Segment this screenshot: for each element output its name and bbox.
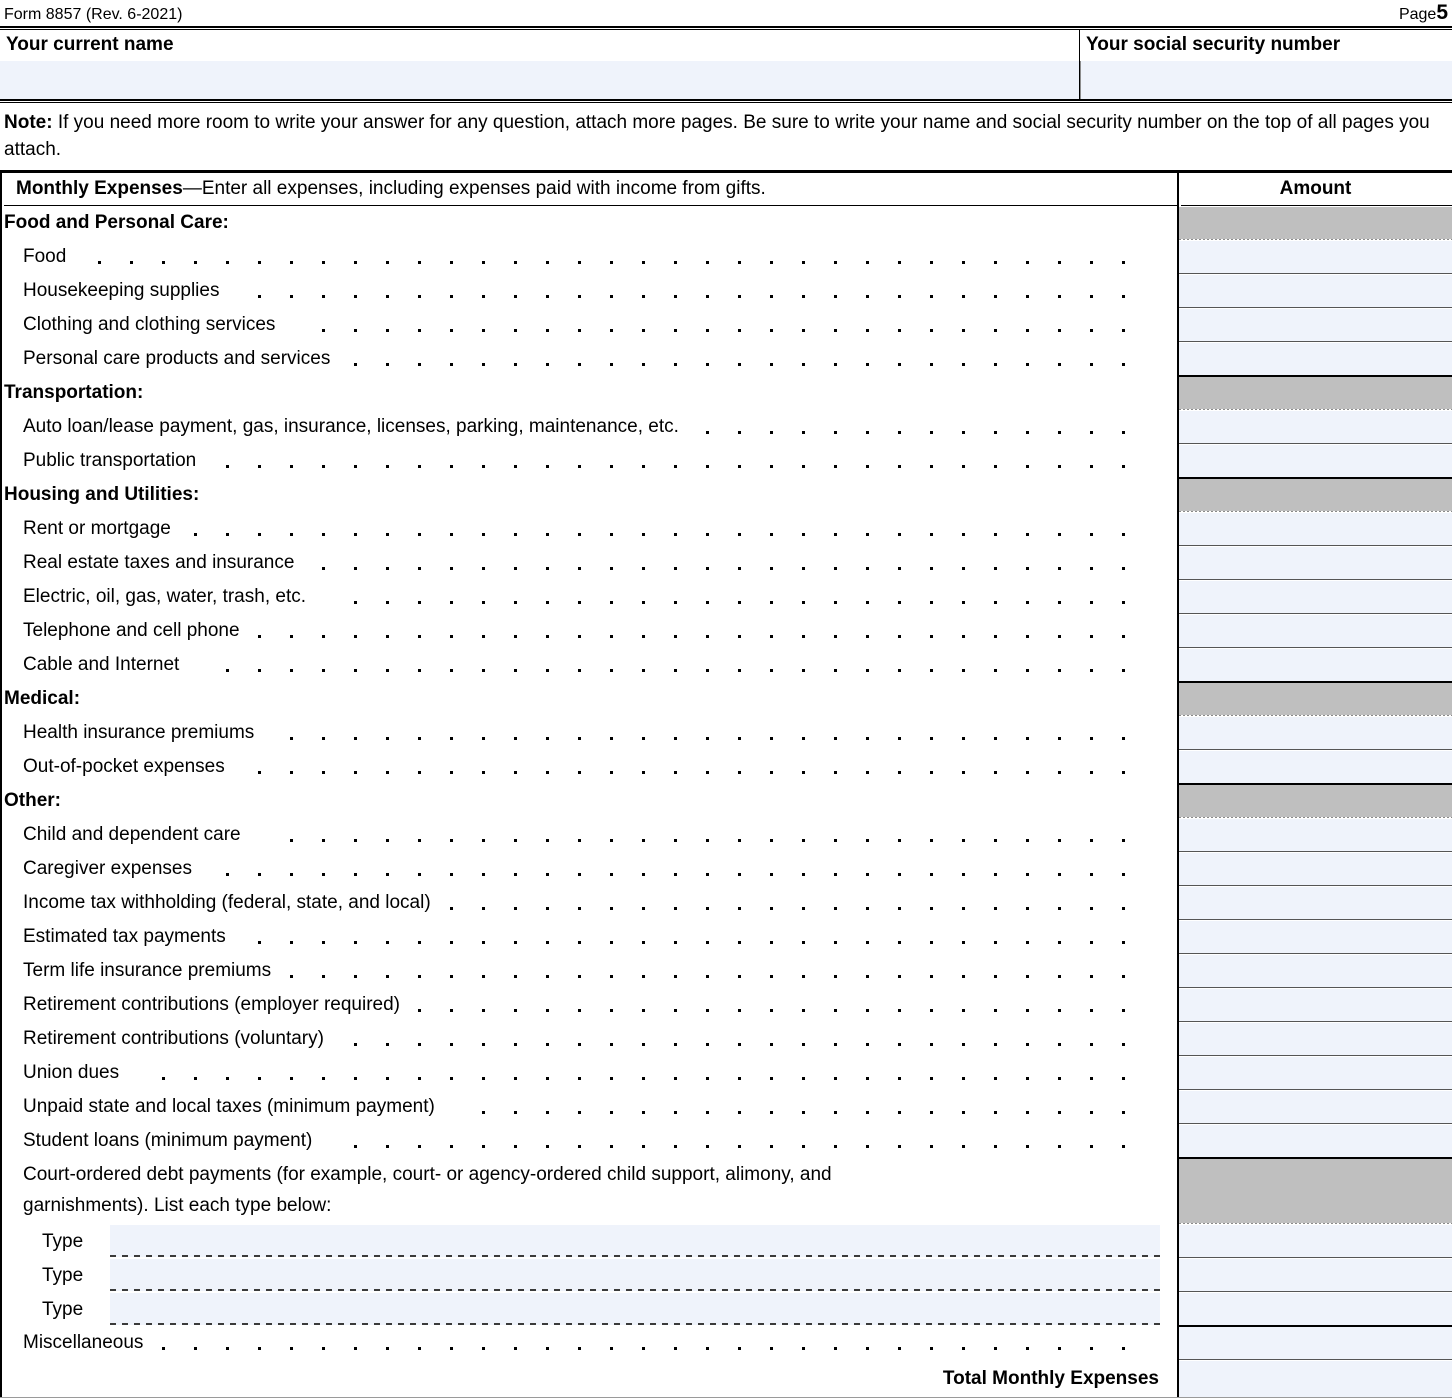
expense-item-row bbox=[0, 751, 1452, 783]
expense-item-row bbox=[0, 819, 1452, 851]
separator-line bbox=[1179, 817, 1452, 818]
item-label: Electric, oil, gas, water, trash, etc. bbox=[2, 581, 312, 613]
miscellaneous-label: Miscellaneous bbox=[2, 1327, 149, 1359]
current-name-cell bbox=[0, 30, 1080, 99]
miscellaneous-row bbox=[0, 1327, 1452, 1359]
item-label-cell bbox=[0, 241, 1177, 273]
total-label-cell bbox=[0, 1361, 1177, 1397]
item-label-cell bbox=[0, 819, 1177, 851]
expense-category-row bbox=[0, 479, 1452, 511]
table-header-left bbox=[0, 173, 1177, 207]
separator-line bbox=[1179, 1257, 1452, 1258]
category-label-cell bbox=[0, 479, 1177, 511]
item-label: Unpaid state and local taxes (minimum payment) bbox=[2, 1091, 441, 1123]
expense-item-row bbox=[0, 581, 1452, 613]
item-amount-input[interactable] bbox=[1177, 581, 1452, 613]
type-underline bbox=[110, 1323, 1160, 1325]
current-name-input[interactable] bbox=[0, 61, 1079, 99]
item-amount-input[interactable] bbox=[1177, 309, 1452, 341]
court-ordered-type-row bbox=[0, 1293, 1452, 1325]
court-ordered-line-1: Court-ordered debt payments (for example, court- or agency-ordered child support, alimony, and bbox=[23, 1164, 832, 1185]
item-amount-input[interactable] bbox=[1177, 445, 1452, 477]
ssn-cell bbox=[1080, 30, 1452, 99]
item-amount-input[interactable] bbox=[1177, 717, 1452, 749]
total-amount-input[interactable] bbox=[1177, 1361, 1452, 1397]
item-amount-input[interactable] bbox=[1177, 921, 1452, 953]
item-label: Personal care products and services bbox=[2, 343, 336, 375]
category-heading: Transportation: bbox=[4, 382, 144, 403]
item-label: Student loans (minimum payment) bbox=[2, 1125, 318, 1157]
item-amount-input[interactable] bbox=[1177, 275, 1452, 307]
current-name-label: Your current name bbox=[6, 34, 174, 55]
item-label-cell bbox=[0, 309, 1177, 341]
item-label: Telephone and cell phone bbox=[2, 615, 246, 647]
category-amount-blocked bbox=[1177, 479, 1452, 511]
expense-item-row bbox=[0, 513, 1452, 545]
item-label-cell bbox=[0, 343, 1177, 375]
item-label: Income tax withholding (federal, state, and local) bbox=[2, 887, 437, 919]
separator-line bbox=[1179, 341, 1452, 342]
expense-item-row bbox=[0, 921, 1452, 953]
type-label-cell bbox=[0, 1225, 1177, 1257]
item-amount-input[interactable] bbox=[1177, 1125, 1452, 1157]
item-label: Out-of-pocket expenses bbox=[2, 751, 231, 783]
separator-line bbox=[1179, 919, 1452, 920]
item-label-cell bbox=[0, 445, 1177, 477]
form-header-line bbox=[0, 0, 1452, 26]
table-header-row bbox=[0, 173, 1452, 207]
court-ordered-type-row bbox=[0, 1225, 1452, 1257]
item-label: Health insurance premiums bbox=[2, 717, 260, 749]
separator-line bbox=[1179, 443, 1452, 444]
page-number: 5 bbox=[1436, 1, 1448, 24]
dot-leader bbox=[2, 1327, 1177, 1359]
item-label-cell bbox=[0, 615, 1177, 647]
item-amount-input[interactable] bbox=[1177, 955, 1452, 987]
item-label-cell bbox=[0, 887, 1177, 919]
expense-item-row bbox=[0, 241, 1452, 273]
item-label-cell bbox=[0, 547, 1177, 579]
page-indicator bbox=[1399, 2, 1448, 26]
item-label-cell bbox=[0, 751, 1177, 783]
category-label-cell bbox=[0, 785, 1177, 817]
court-ordered-text bbox=[2, 1159, 1177, 1221]
type-label-cell bbox=[0, 1293, 1177, 1325]
category-heading: Housing and Utilities: bbox=[4, 484, 200, 505]
type-label: Type bbox=[42, 1265, 84, 1286]
category-label-cell bbox=[0, 207, 1177, 239]
expense-item-row bbox=[0, 445, 1452, 477]
separator-line bbox=[1179, 1089, 1452, 1090]
expense-item-row bbox=[0, 275, 1452, 307]
item-label-cell bbox=[0, 275, 1177, 307]
expense-category-row bbox=[0, 785, 1452, 817]
separator-line bbox=[1179, 545, 1452, 546]
type-text-input[interactable] bbox=[110, 1259, 1160, 1291]
item-label-cell bbox=[0, 411, 1177, 443]
expense-item-row bbox=[0, 989, 1452, 1021]
separator-line bbox=[1179, 715, 1452, 716]
item-label: Public transportation bbox=[2, 445, 202, 477]
item-label-cell bbox=[0, 649, 1177, 681]
identity-block bbox=[0, 30, 1452, 99]
court-ordered-type-row bbox=[0, 1259, 1452, 1291]
separator-line bbox=[1179, 1223, 1452, 1224]
separator-line bbox=[1179, 1055, 1452, 1056]
expense-item-row bbox=[0, 853, 1452, 885]
miscellaneous-amount-input[interactable] bbox=[1177, 1327, 1452, 1359]
expense-category-row bbox=[0, 683, 1452, 715]
item-label: Union dues bbox=[2, 1057, 125, 1089]
type-label: Type bbox=[42, 1299, 84, 1320]
item-label: Estimated tax payments bbox=[2, 921, 232, 953]
type-text-input[interactable] bbox=[110, 1225, 1160, 1257]
court-ordered-line-2: garnishments). List each type below: bbox=[23, 1195, 332, 1216]
item-label: Auto loan/lease payment, gas, insurance, licenses, parking, maintenance, etc. bbox=[2, 411, 685, 443]
item-label-cell bbox=[0, 921, 1177, 953]
item-amount-input[interactable] bbox=[1177, 1023, 1452, 1055]
category-label-cell bbox=[0, 377, 1177, 409]
item-label: Clothing and clothing services bbox=[2, 309, 281, 341]
category-heading: Medical: bbox=[4, 688, 81, 709]
amount-column-header: Amount bbox=[1279, 178, 1352, 199]
note-body: If you need more room to write your answer for any question, attach more pages. Be sure to write your name and social security number on the top of all pages you attach. bbox=[4, 112, 1430, 160]
type-text-input[interactable] bbox=[110, 1293, 1160, 1325]
item-label: Child and dependent care bbox=[2, 819, 247, 851]
item-amount-input[interactable] bbox=[1177, 343, 1452, 375]
item-label-cell bbox=[0, 853, 1177, 885]
form-id-label: Form 8857 (Rev. 6-2021) bbox=[4, 6, 183, 23]
table-header-right bbox=[1177, 173, 1452, 207]
item-label: Real estate taxes and insurance bbox=[2, 547, 300, 579]
miscellaneous-label-cell bbox=[0, 1327, 1177, 1359]
separator-line bbox=[1179, 273, 1452, 274]
item-amount-input[interactable] bbox=[1177, 547, 1452, 579]
expense-item-row bbox=[0, 309, 1452, 341]
category-amount-blocked bbox=[1177, 207, 1452, 239]
separator-line bbox=[1179, 579, 1452, 580]
expense-item-row bbox=[0, 615, 1452, 647]
note-prefix: Note: bbox=[4, 112, 53, 133]
monthly-expenses-title-bold: Monthly Expenses bbox=[16, 178, 183, 199]
separator-line bbox=[1179, 885, 1452, 886]
title-underline bbox=[4, 205, 1177, 206]
item-amount-input[interactable] bbox=[1177, 1057, 1452, 1089]
separator-line bbox=[1179, 1123, 1452, 1124]
court-ordered-debt-row bbox=[0, 1159, 1452, 1223]
total-monthly-expenses-row bbox=[0, 1361, 1452, 1397]
table-body bbox=[0, 207, 1452, 1397]
separator-line bbox=[1179, 953, 1452, 954]
separator-line bbox=[1179, 511, 1452, 512]
item-amount-input[interactable] bbox=[1177, 887, 1452, 919]
item-label: Food bbox=[2, 241, 72, 273]
expense-item-row bbox=[0, 411, 1452, 443]
separator-line bbox=[1179, 1291, 1452, 1292]
amount-underline bbox=[1181, 205, 1452, 206]
expense-item-row bbox=[0, 717, 1452, 749]
type-label-cell bbox=[0, 1259, 1177, 1291]
expense-item-row bbox=[0, 1091, 1452, 1123]
item-amount-input[interactable] bbox=[1177, 649, 1452, 681]
expense-item-row bbox=[0, 1057, 1452, 1089]
expense-category-row bbox=[0, 207, 1452, 239]
separator-line bbox=[1179, 851, 1452, 852]
type-underline bbox=[110, 1289, 1160, 1291]
court-ordered-label-cell bbox=[0, 1159, 1177, 1223]
expense-item-row bbox=[0, 887, 1452, 919]
item-label-cell bbox=[0, 1057, 1177, 1089]
type-amount-input[interactable] bbox=[1177, 1293, 1452, 1325]
item-label-cell bbox=[0, 717, 1177, 749]
item-label: Retirement contributions (employer required) bbox=[2, 989, 406, 1021]
item-amount-input[interactable] bbox=[1177, 513, 1452, 545]
ssn-label: Your social security number bbox=[1086, 34, 1341, 55]
category-amount-blocked bbox=[1177, 377, 1452, 409]
separator-line bbox=[1179, 409, 1452, 410]
category-heading: Food and Personal Care: bbox=[4, 212, 229, 233]
separator-line bbox=[1179, 307, 1452, 308]
type-underline bbox=[110, 1255, 1160, 1257]
expense-item-row bbox=[0, 649, 1452, 681]
item-label: Rent or mortgage bbox=[2, 513, 177, 545]
item-amount-input[interactable] bbox=[1177, 615, 1452, 647]
item-label-cell bbox=[0, 581, 1177, 613]
ssn-input[interactable] bbox=[1080, 61, 1452, 99]
expense-item-row bbox=[0, 1125, 1452, 1157]
item-amount-input[interactable] bbox=[1177, 853, 1452, 885]
item-amount-input[interactable] bbox=[1177, 1091, 1452, 1123]
category-heading: Other: bbox=[4, 790, 61, 811]
monthly-expenses-table bbox=[0, 170, 1452, 1398]
separator-line bbox=[1179, 749, 1452, 750]
expense-category-row bbox=[0, 377, 1452, 409]
item-amount-input[interactable] bbox=[1177, 241, 1452, 273]
separator-line bbox=[1179, 239, 1452, 240]
item-label: Term life insurance premiums bbox=[2, 955, 277, 987]
item-label-cell bbox=[0, 1023, 1177, 1055]
type-amount-input[interactable] bbox=[1177, 1225, 1452, 1257]
expense-item-row bbox=[0, 955, 1452, 987]
separator-line bbox=[1179, 613, 1452, 614]
item-amount-input[interactable] bbox=[1177, 411, 1452, 443]
dot-leader bbox=[2, 513, 1177, 545]
separator-line bbox=[1179, 987, 1452, 988]
item-label: Housekeeping supplies bbox=[2, 275, 225, 307]
item-amount-input[interactable] bbox=[1177, 751, 1452, 783]
item-label-cell bbox=[0, 989, 1177, 1021]
court-ordered-amount-blocked bbox=[1177, 1159, 1452, 1223]
type-amount-input[interactable] bbox=[1177, 1259, 1452, 1291]
item-amount-input[interactable] bbox=[1177, 989, 1452, 1021]
item-label-cell bbox=[0, 1091, 1177, 1123]
total-label: Total Monthly Expenses bbox=[942, 1368, 1159, 1389]
dot-leader bbox=[2, 1057, 1177, 1089]
item-label: Retirement contributions (voluntary) bbox=[2, 1023, 330, 1055]
separator-line bbox=[1179, 1021, 1452, 1022]
item-label-cell bbox=[0, 1125, 1177, 1157]
expense-item-row bbox=[0, 1023, 1452, 1055]
type-label: Type bbox=[42, 1231, 84, 1252]
separator-line bbox=[1179, 1359, 1452, 1360]
dot-leader bbox=[2, 241, 1177, 273]
item-label: Caregiver expenses bbox=[2, 853, 198, 885]
category-amount-blocked bbox=[1177, 683, 1452, 715]
item-amount-input[interactable] bbox=[1177, 819, 1452, 851]
item-label-cell bbox=[0, 513, 1177, 545]
expense-item-row bbox=[0, 547, 1452, 579]
category-label-cell bbox=[0, 683, 1177, 715]
monthly-expenses-title-rest: —Enter all expenses, including expenses paid with income from gifts. bbox=[182, 178, 766, 199]
item-label-cell bbox=[0, 955, 1177, 987]
note-text bbox=[0, 103, 1452, 170]
category-amount-blocked bbox=[1177, 785, 1452, 817]
separator-line bbox=[1179, 647, 1452, 648]
page-word: Page bbox=[1398, 6, 1437, 23]
item-label: Cable and Internet bbox=[2, 649, 185, 681]
expense-item-row bbox=[0, 343, 1452, 375]
monthly-expenses-title bbox=[2, 173, 1177, 205]
